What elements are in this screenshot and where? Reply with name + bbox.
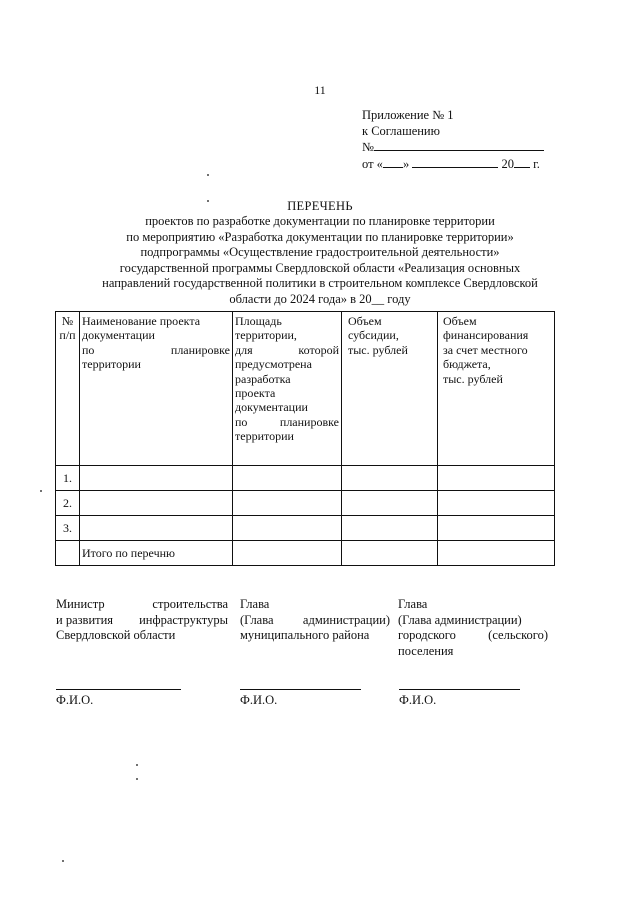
table-header-row: [56, 312, 555, 466]
header-funding: Объем финансирования за счет местного бюджета, тыс. рублей: [438, 312, 555, 466]
appendix-number-line: [362, 139, 544, 156]
subtitle-line: подпрограммы «Осуществление градостроительной деятельности»: [140, 245, 500, 260]
table-row: [56, 466, 555, 491]
subtitle-line: направлений государственной политики в строительном комплексе Свердловской: [102, 276, 538, 291]
table-cell: [342, 491, 438, 516]
header-area: Площадь территории, для которой предусмотрена разработка проекта документации по планировке территории: [233, 312, 342, 466]
subtitle-line: по мероприятию «Разработка документации по планировке территории»: [126, 229, 514, 244]
fio-district-head: Ф.И.О.: [240, 693, 278, 707]
signature-line: [240, 689, 361, 690]
document-title: ПЕРЕЧЕНЬ: [287, 199, 353, 213]
table-cell: [438, 466, 555, 491]
appendix-block: [362, 108, 544, 172]
day-blank: [383, 156, 403, 168]
table-cell: [80, 491, 233, 516]
table-cell: [342, 541, 438, 566]
total-label: Итого по перечню: [80, 541, 233, 566]
table-cell: [233, 516, 342, 541]
table-cell: [56, 541, 80, 566]
fio-minister: Ф.И.О.: [56, 693, 94, 707]
scan-speck: [136, 764, 138, 766]
scan-speck: [62, 860, 64, 862]
table-cell: [80, 516, 233, 541]
date-prefix: от «: [362, 156, 383, 171]
year-suffix: г.: [533, 156, 540, 171]
month-blank: [412, 156, 498, 168]
signature-minister: Министр строительства и развития инфраструктуры Свердловской области: [56, 597, 228, 642]
row-number: 1.: [56, 466, 80, 491]
scan-speck: [207, 200, 209, 202]
signature-settlement-head: Глава (Глава администрации) городского (сельского) поселения: [398, 597, 548, 658]
fio-settlement-head: Ф.И.О.: [399, 693, 437, 707]
projects-table: [55, 311, 555, 566]
number-blank: [374, 139, 544, 151]
document-subtitle: [70, 214, 570, 308]
signature-line: [399, 689, 520, 690]
appendix-date-line: [362, 156, 544, 173]
header-num: № п/п: [56, 312, 80, 466]
number-prefix: №: [362, 140, 374, 154]
row-number: 2.: [56, 491, 80, 516]
appendix-agreement: к Соглашению: [362, 123, 440, 138]
page-number: 11: [314, 83, 326, 97]
table-cell: [438, 541, 555, 566]
scan-speck: [207, 174, 209, 176]
table-cell: [233, 466, 342, 491]
table-row: [56, 516, 555, 541]
appendix-title: Приложение № 1: [362, 108, 454, 122]
scan-speck: [136, 778, 138, 780]
signature-district-head: Глава (Глава администрации) муниципального района: [240, 597, 390, 642]
table-cell: [80, 466, 233, 491]
table-row: [56, 491, 555, 516]
subtitle-line: государственной программы Свердловской области «Реализация основных: [119, 260, 521, 275]
header-subsidy: Объем субсидии, тыс. рублей: [342, 312, 438, 466]
table-cell: [233, 491, 342, 516]
header-name: Наименование проекта документации по планировке территории: [80, 312, 233, 466]
scan-speck: [40, 490, 42, 492]
table-cell: [438, 491, 555, 516]
year-blank: [514, 156, 530, 168]
row-number: 3.: [56, 516, 80, 541]
subtitle-line: области до 2024 года» в 20__ году: [229, 291, 411, 306]
signature-line: [56, 689, 181, 690]
date-mid: »: [402, 156, 410, 171]
subtitle-line: проектов по разработке документации по планировке территории: [145, 214, 495, 228]
table-cell: [233, 541, 342, 566]
table-cell: [438, 516, 555, 541]
table-total-row: [56, 541, 555, 566]
table-cell: [342, 466, 438, 491]
year-prefix: 20: [501, 156, 514, 171]
table-cell: [342, 516, 438, 541]
